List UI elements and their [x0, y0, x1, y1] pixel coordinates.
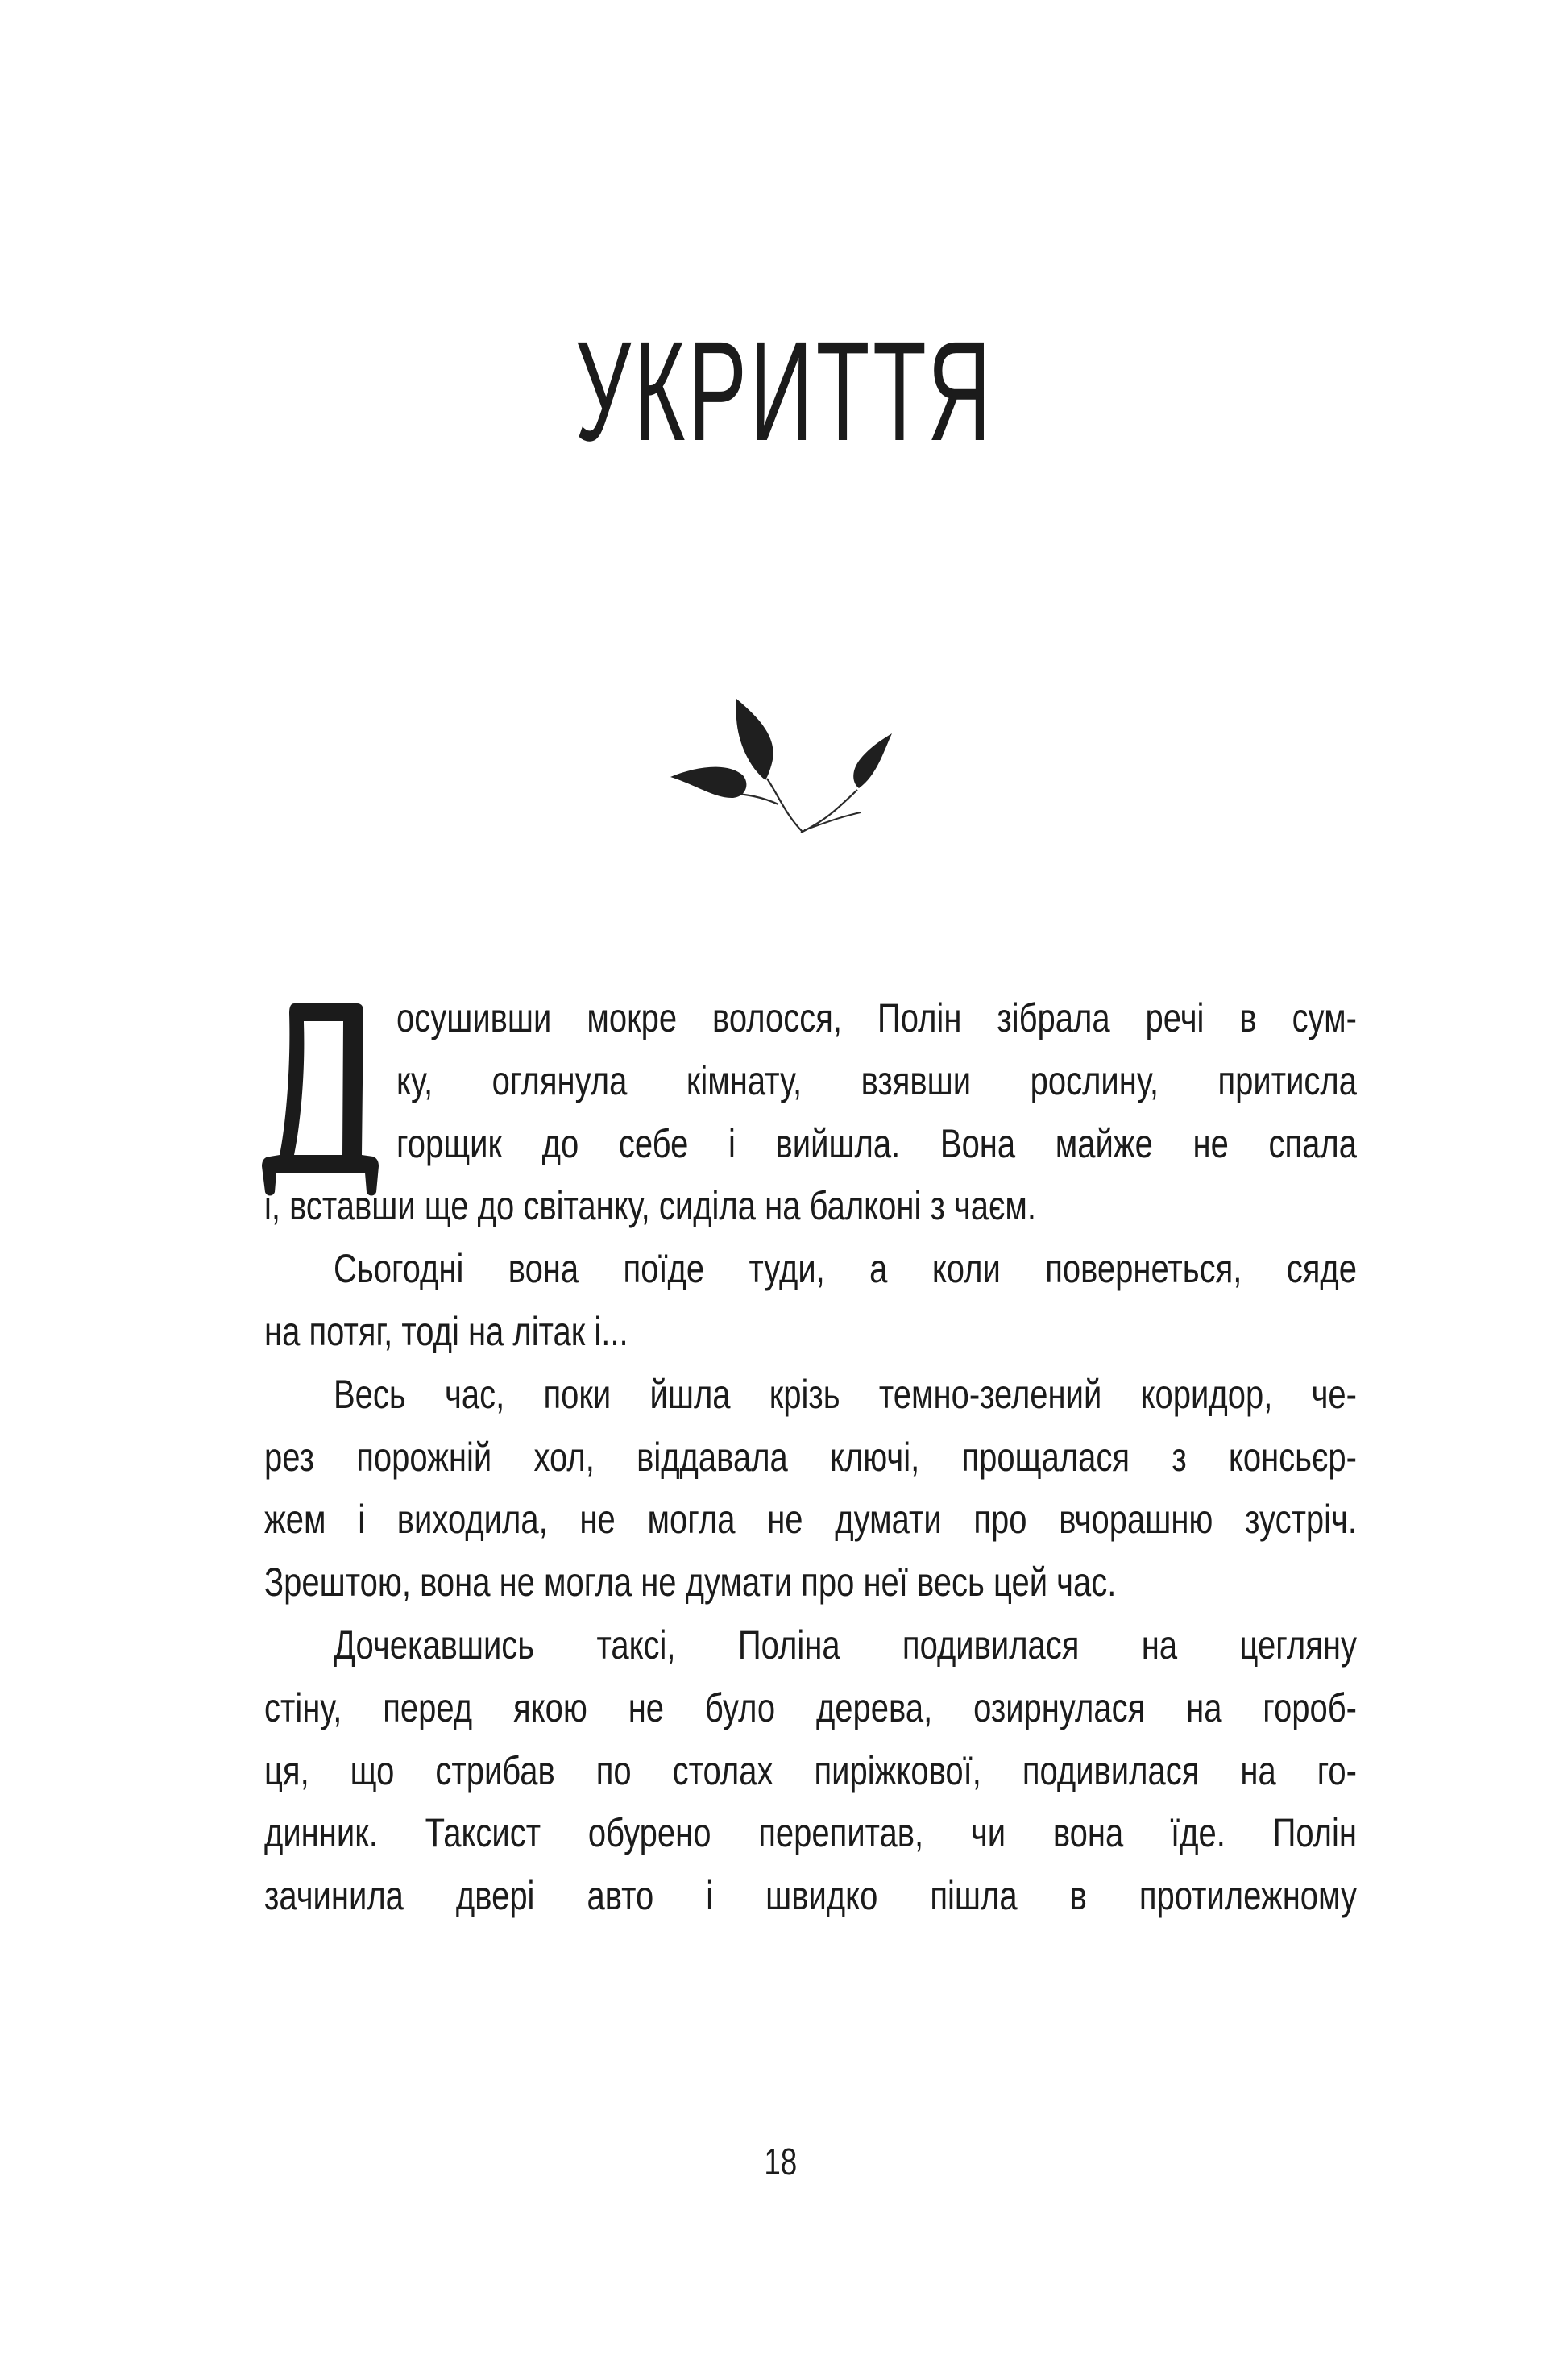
text-line: Сьогодні вона поїде туди, а коли повернеться, сяде: [334, 1246, 1357, 1292]
text-line: рез порожній хол, віддавала ключі, прощалася з консьєр-: [264, 1434, 1357, 1480]
text-line: стіну, перед якою не було дерева, озирнулася на гороб-: [264, 1684, 1357, 1730]
text-line: жем і виходила, не могла не думати про вчорашню зустріч.: [264, 1497, 1357, 1543]
text-line: осушивши мокре волосся, Полін зібрала речі в сум-: [396, 995, 1357, 1040]
text-line: на потяг, тоді на літак і...: [264, 1308, 628, 1354]
leaf-sprig-icon: [666, 695, 899, 844]
text-line: і, вставши ще до світанку, сиділа на балконі з чаєм.: [264, 1183, 1037, 1229]
text-line: Зрештою, вона не могла не думати про неї весь цей час.: [264, 1560, 1117, 1605]
page-number: 18: [764, 2141, 798, 2183]
text-line: Весь час, поки йшла крізь темно-зелений коридор, че-: [334, 1371, 1357, 1417]
chapter-body-text: [264, 987, 1357, 1928]
text-line: зачинила двері авто і швидко пішла в протилежному: [264, 1873, 1357, 1919]
text-line: ку, оглянула кімнату, взявши рослину, притисла: [396, 1057, 1357, 1103]
text-line: ця, що стрибав по столах пиріжкової, подивилася на го-: [264, 1747, 1357, 1793]
text-line: динник. Таксист обурено перепитав, чи вона їде. Полін: [264, 1810, 1357, 1856]
chapter-title: УКРИТТЯ: [574, 313, 994, 471]
text-line: горщик до себе і вийшла. Вона майже не спала: [396, 1120, 1357, 1166]
text-line: Дочекавшись таксі, Поліна подивилася на цегляну: [334, 1622, 1357, 1668]
